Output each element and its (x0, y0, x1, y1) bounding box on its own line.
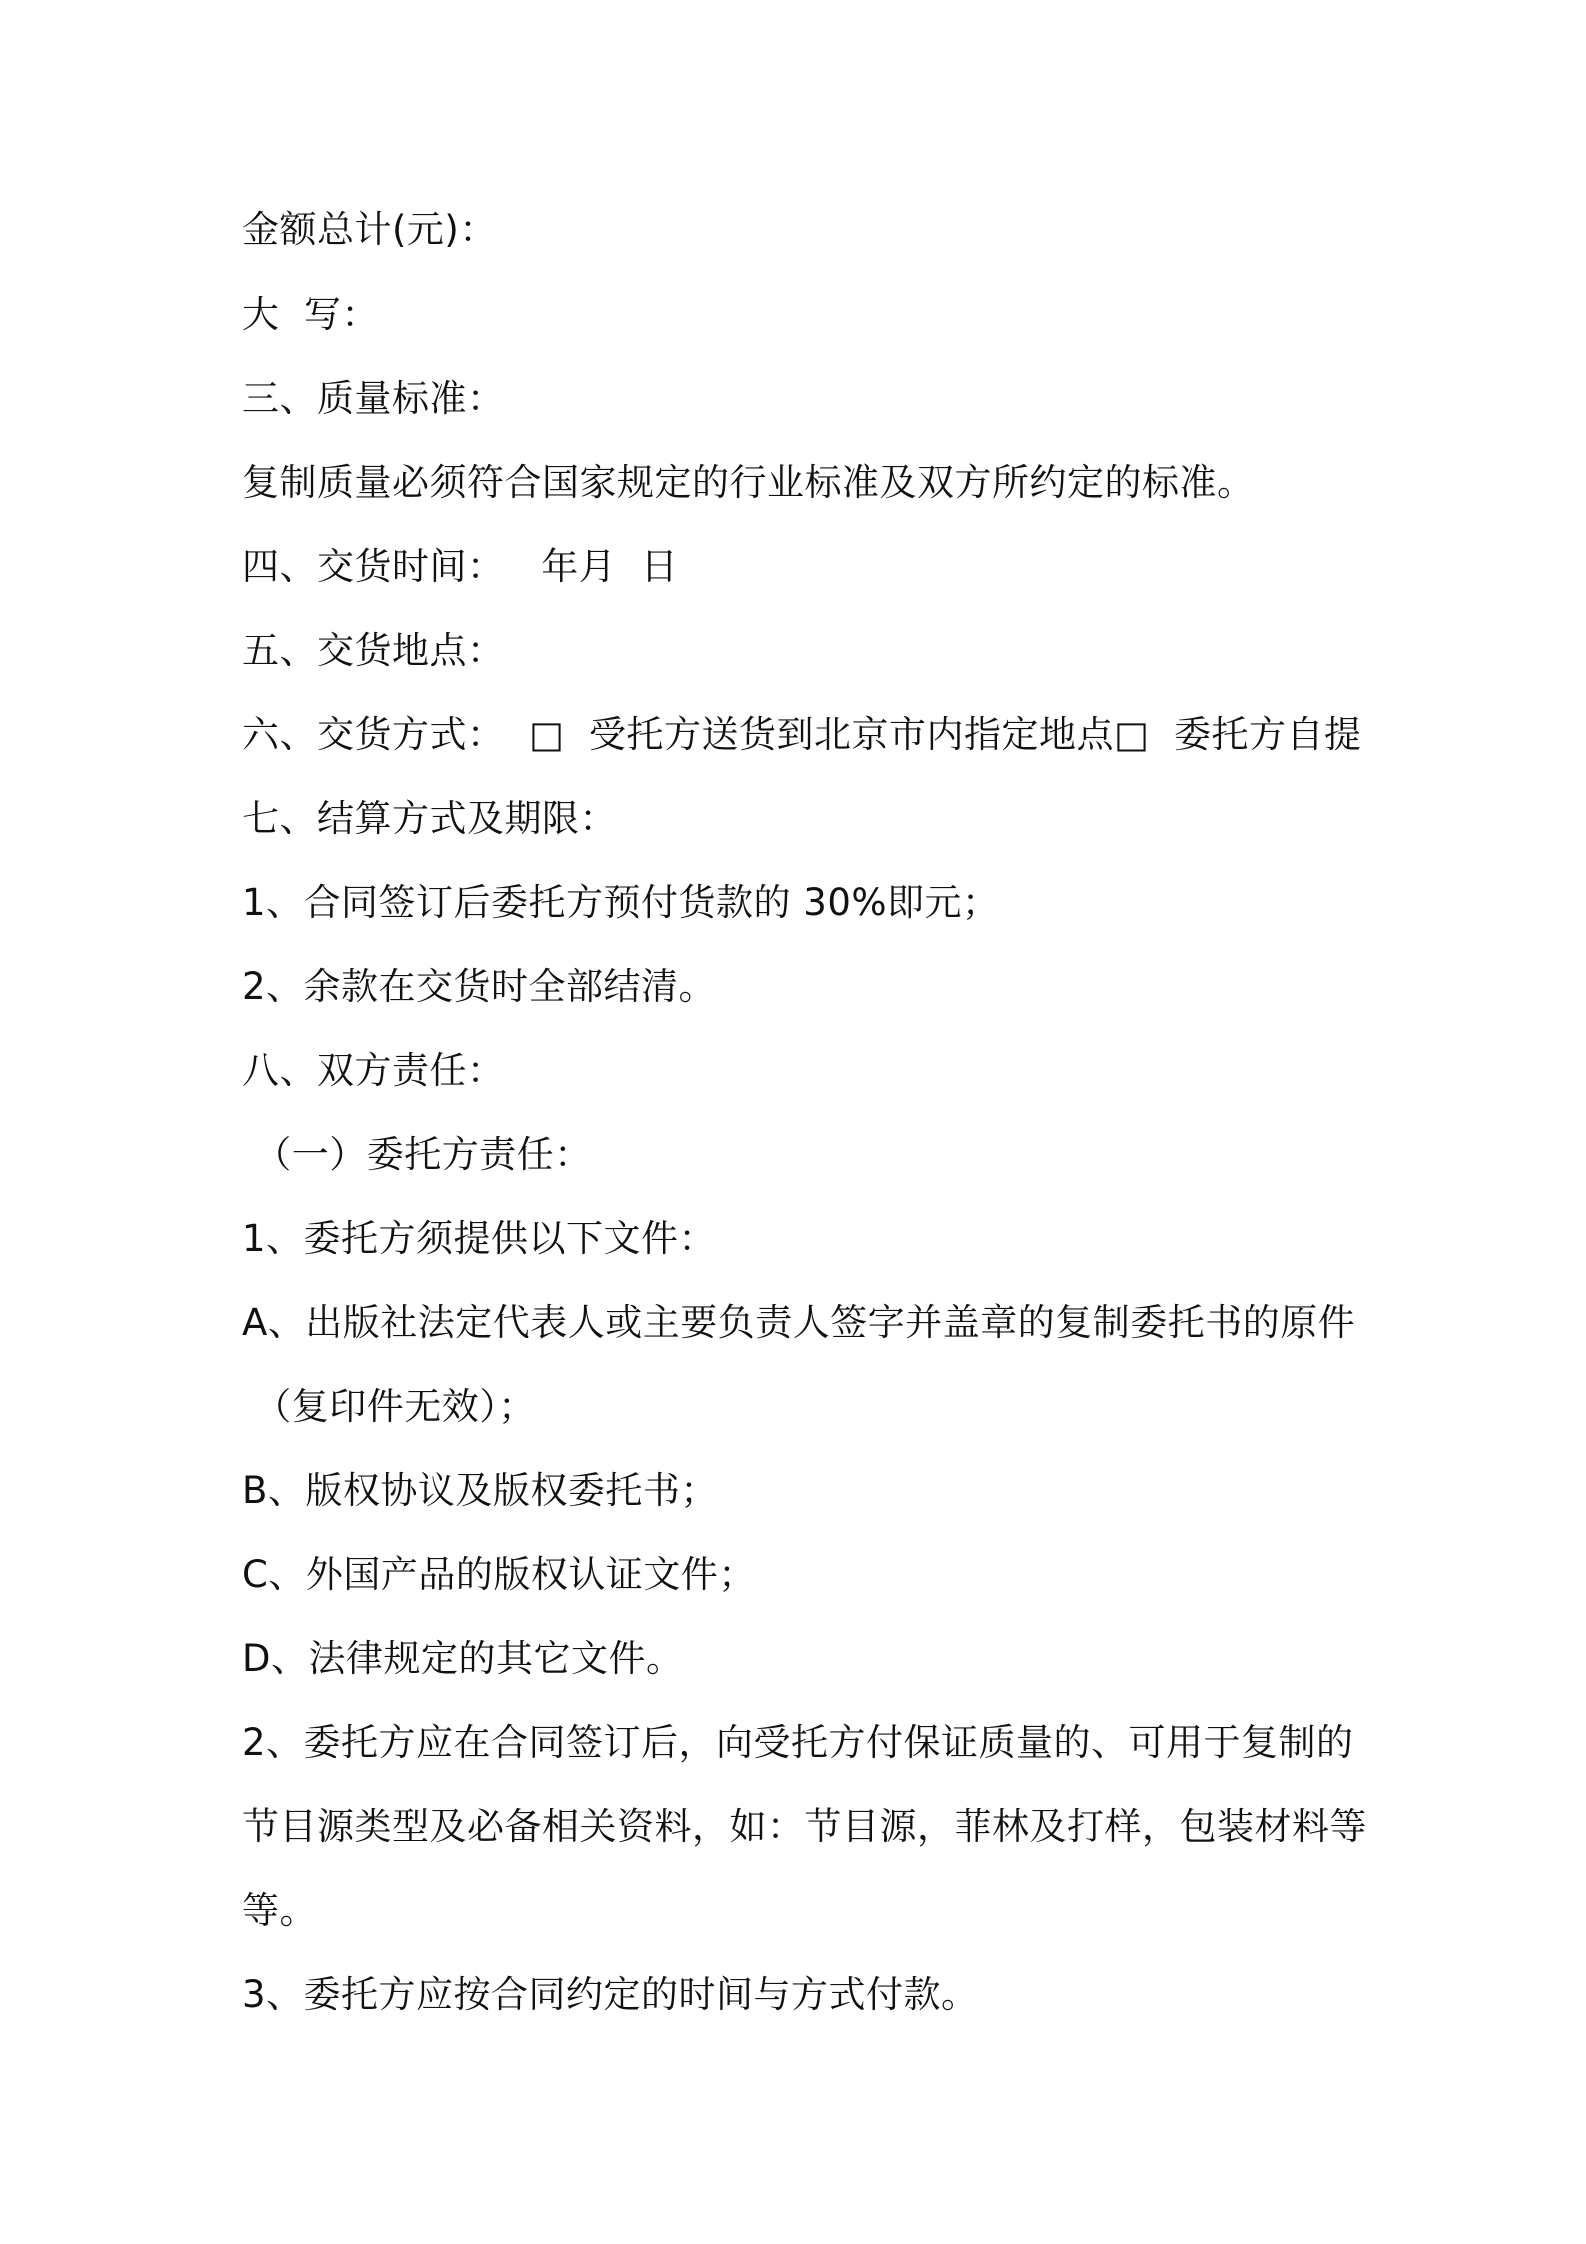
section-heading-delivery-time: 四、交货时间： 年月 日 (242, 545, 679, 588)
settlement-item-2: 2、余款在交货时全部结清。 (242, 965, 717, 1008)
client-item-3: 3、委托方应按合同约定的时间与方式付款。 (242, 1973, 979, 2016)
amount-in-words-label: 大 写： (242, 293, 380, 336)
section-heading-delivery-method: 六、交货方式： □ 受托方送货到北京市内指定地点□ 委托方自提 (242, 713, 1362, 756)
document-item-c: C、外国产品的版权认证文件； (242, 1553, 756, 1596)
section-heading-delivery-place: 五、交货地点： (242, 629, 505, 672)
quality-paragraph: 复制质量必须符合国家规定的行业标准及双方所约定的标准。 (242, 461, 1255, 504)
section-heading-quality: 三、质量标准： (242, 377, 505, 420)
client-item-2-continued: 节目源类型及必备相关资料，如：节目源，菲林及打样，包装材料等 (242, 1805, 1367, 1848)
document-item-d: D、法律规定的其它文件。 (242, 1637, 684, 1680)
client-item-1: 1、委托方须提供以下文件： (242, 1217, 717, 1260)
total-amount-label: 金额总计(元)： (242, 208, 497, 251)
document-item-b: B、版权协议及版权委托书； (242, 1469, 718, 1512)
section-heading-settlement: 七、结算方式及期限： (242, 797, 617, 840)
settlement-item-1: 1、合同签订后委托方预付货款的 30%即元； (242, 881, 1000, 924)
client-item-2-end: 等。 (242, 1889, 317, 1932)
subsection-heading-client: （一）委托方责任： (242, 1133, 592, 1176)
section-heading-responsibilities: 八、双方责任： (242, 1049, 505, 1092)
document-item-a: A、出版社法定代表人或主要负责人签字并盖章的复制委托书的原件 (242, 1301, 1356, 1344)
document-item-a-note: （复印件无效）； (242, 1385, 536, 1428)
client-item-2: 2、委托方应在合同签订后，向受托方付保证质量的、可用于复制的 (242, 1721, 1354, 1764)
